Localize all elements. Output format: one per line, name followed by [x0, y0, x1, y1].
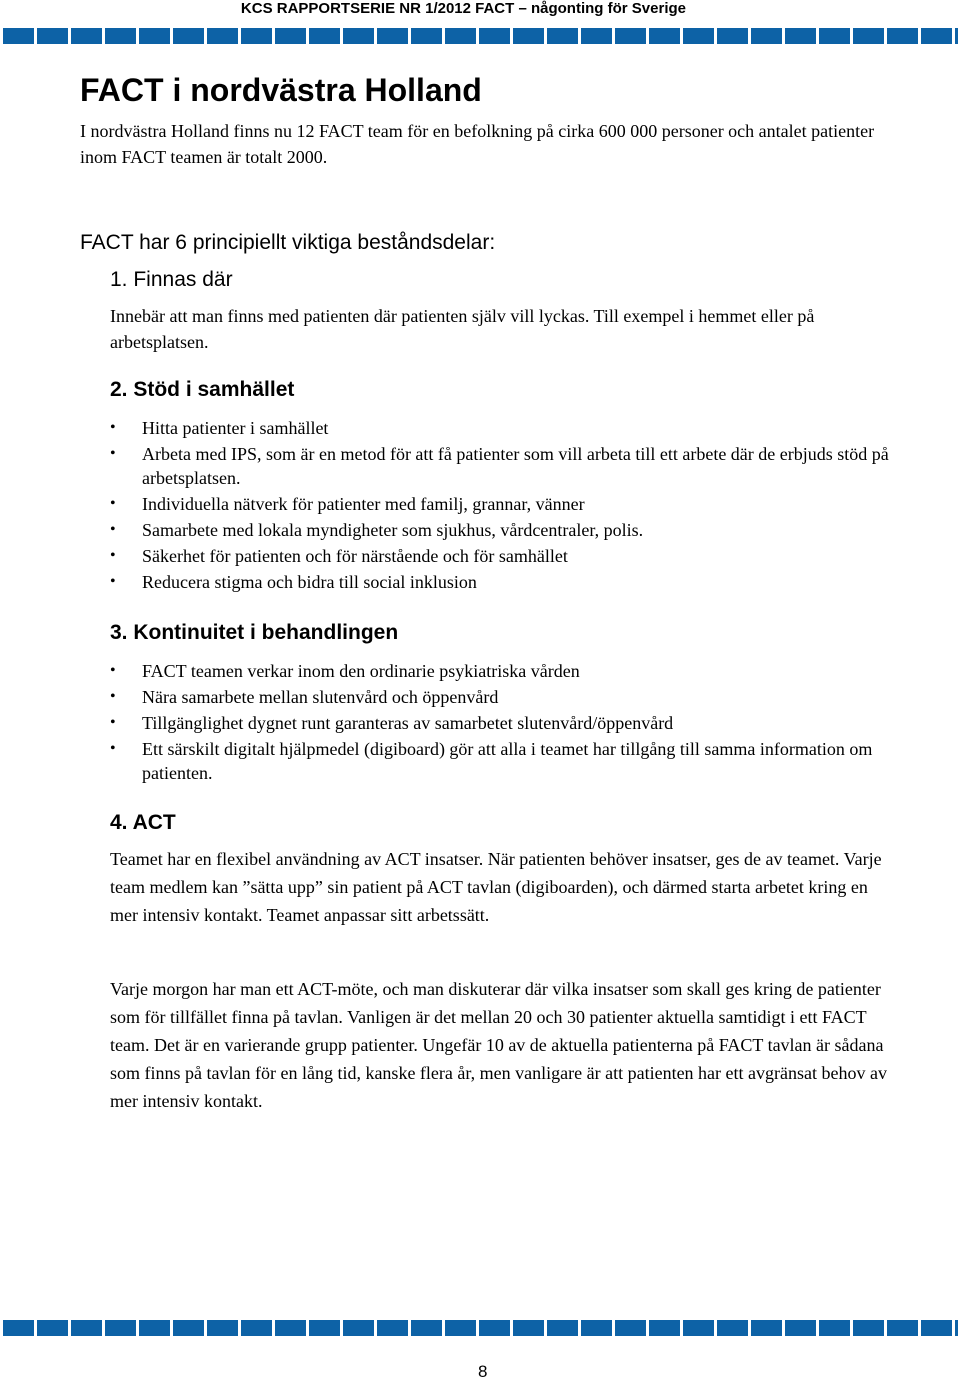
item-4-paragraph-2: Varje morgon har man ett ACT-möte, och man diskuterar där vilka insatser som skall ges kring de patienter som för tillfället finna på tavlan. Vanligen är det mellan 20 och 30 patienter aktuella samtidigt i ett FACT team. Det är en varierande grupp patienter. Ungefär 10 av de aktuella patienterna på FACT tavlan är sådana som finns på tavlan för en lång tid, kanske flera år, men vanligare är att patienten har ett avgränsat behov av mer intensiv kontakt.: [110, 979, 887, 1111]
list-item: • Säkerhet för patienten och för närstående och för samhället: [110, 546, 568, 566]
list-item: • Individuella nätverk för patienter med familj, grannar, vänner: [110, 494, 585, 514]
item-2-bullet-list: [110, 416, 900, 596]
intro-paragraph: I nordvästra Holland finns nu 12 FACT team för en befolkning på cirka 600 000 personer och antalet patienter inom FACT teamen är totalt 2000.: [80, 121, 875, 167]
list-item: • Tillgänglighet dygnet runt garanteras av samarbetet slutenvård/öppenvård: [110, 713, 674, 733]
running-header: KCS RAPPORTSERIE NR 1/2012 FACT – någonting för Sverige: [240, 0, 686, 17]
header-divider-bar: [3, 28, 958, 44]
item-3-bullet-list: [110, 659, 900, 787]
list-item: • Hitta patienter i samhället: [110, 418, 329, 438]
item-1-title: 1. Finnas där: [110, 268, 233, 291]
list-item: • Reducera stigma och bidra till social inklusion: [110, 572, 477, 592]
footer-divider-bar: [3, 1320, 958, 1336]
item-4-title: 4. ACT: [110, 811, 176, 834]
bullet-icon: •: [110, 495, 116, 512]
bullet-icon: •: [110, 662, 116, 679]
list-item: • Nära samarbete mellan slutenvård och öppenvård: [110, 687, 499, 707]
item-2-title: 2. Stöd i samhället: [110, 378, 295, 401]
bullet-icon: •: [110, 419, 116, 436]
bullet-icon: •: [110, 521, 116, 538]
page-title: FACT i nordvästra Holland: [80, 72, 482, 108]
bullet-icon: •: [110, 688, 116, 705]
item-4-paragraph-1: Teamet har en flexibel användning av ACT insatser. När patienten behöver insatser, ges de av teamet. Varje team medlem kan ”sätta upp” sin patient på ACT tavlan (digiboarden), och därmed starta arbetet kring en mer intensiv kontakt. Teamet anpassar sitt arbetssätt.: [110, 849, 882, 925]
bullet-icon: •: [110, 547, 116, 564]
page-number: 8: [478, 1362, 488, 1381]
bullet-icon: •: [110, 714, 116, 731]
item-3-title: 3. Kontinuitet i behandlingen: [110, 621, 399, 644]
bullet-icon: •: [110, 573, 116, 590]
list-item: • Samarbete med lokala myndigheter som sjukhus, vårdcentraler, polis.: [110, 520, 644, 540]
list-item: • Arbeta med IPS, som är en metod för att få patienter som vill arbeta till ett arbete där de erbjuds stöd på arbetsplatsen.: [110, 444, 889, 488]
bullet-icon: •: [110, 740, 116, 757]
list-item: • Ett särskilt digitalt hjälpmedel (digiboard) gör att alla i teamet har tillgång till samma information om patienten.: [110, 739, 873, 783]
list-item: • FACT teamen verkar inom den ordinarie psykiatriska vården: [110, 661, 580, 681]
components-heading: FACT har 6 principiellt viktiga beståndsdelar:: [80, 231, 496, 254]
bullet-icon: •: [110, 445, 116, 462]
item-1-text: Innebär att man finns med patienten där patienten själv vill lyckas. Till exempel i hemmet eller på arbetsplatsen.: [110, 306, 815, 352]
